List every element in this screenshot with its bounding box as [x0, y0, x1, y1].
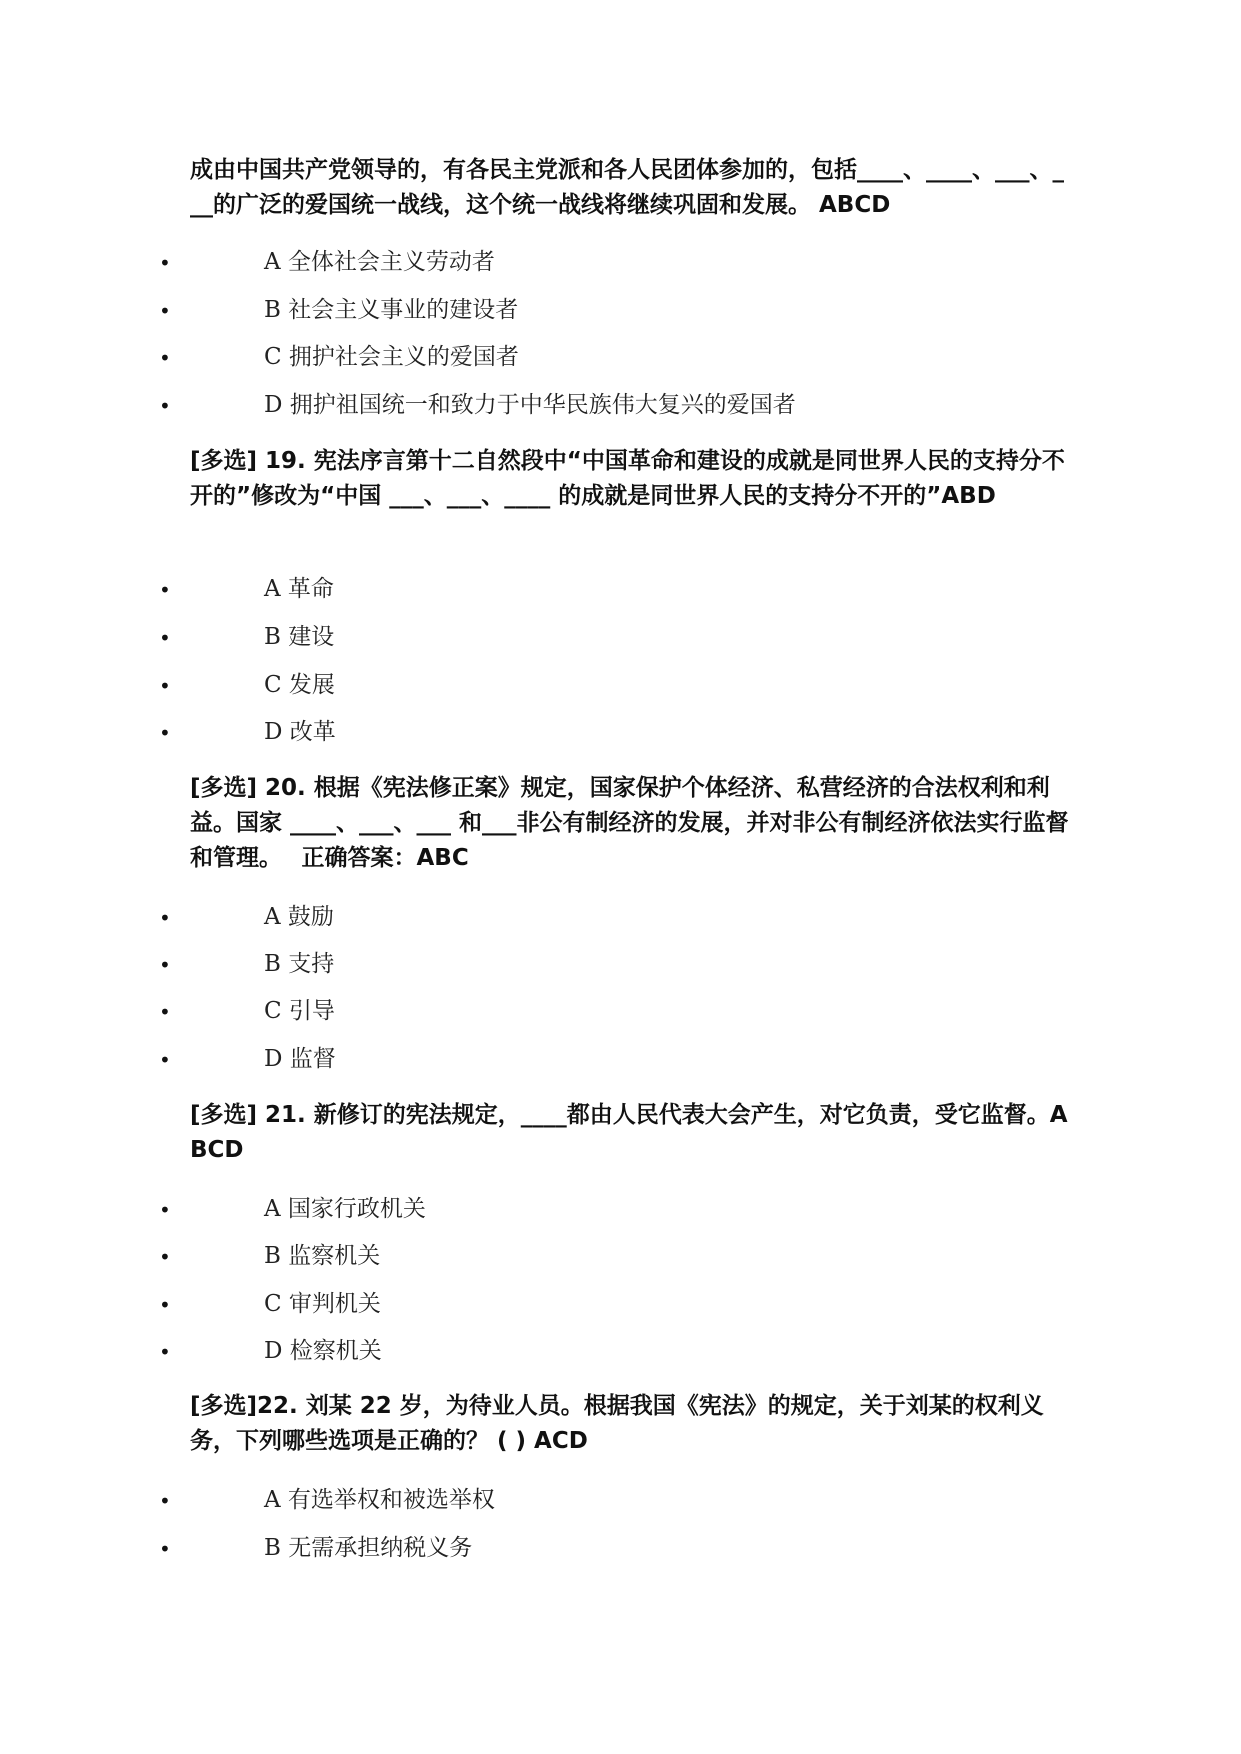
question-22-text: [多选]22. 刘某 22 岁，为待业人员。根据我国《宪法》的规定，关于刘某的权利义务，下列哪些选项是正确的？ ( ) ACD: [190, 1393, 1044, 1454]
option-text: D 改革: [264, 719, 336, 745]
question-19-option-d: [0, 712, 1241, 752]
question-20-text: [多选] 20. 根据《宪法修正案》规定，国家保护个体经济、私营经济的合法权利和利益。国家 ____、___、___ 和___非公有制经济的发展，并对非公有制经济依法实行监督和管理。 正确答案：ABC: [190, 775, 1069, 871]
question-22-option-b: [0, 1528, 1241, 1568]
bullet-icon: •: [159, 346, 171, 370]
option-text: B 支持: [264, 951, 335, 977]
bullet-icon: •: [159, 1000, 171, 1024]
option-text: A 鼓励: [264, 904, 334, 930]
bullet-icon: •: [159, 394, 171, 418]
question-21-option-b: [0, 1236, 1241, 1276]
option-text: D 检察机关: [264, 1338, 382, 1364]
question-19-text: [多选] 19. 宪法序言第十二自然段中“中国革命和建设的成就是同世界人民的支持分不开的”修改为“中国 ___、___、____ 的成就是同世界人民的支持分不开的”ABD: [190, 448, 1065, 509]
question-18-option-d: [0, 385, 1241, 425]
bullet-icon: •: [159, 1245, 171, 1269]
bullet-icon: •: [159, 578, 171, 602]
question-20-option-d: [0, 1039, 1241, 1079]
option-text: C 审判机关: [264, 1291, 381, 1317]
option-text: C 发展: [264, 672, 335, 698]
bullet-icon: •: [159, 1489, 171, 1513]
question-20-option-c: [0, 991, 1241, 1031]
question-18-option-a: [0, 242, 1241, 282]
option-text: C 引导: [264, 998, 335, 1024]
question-21-option-a: [0, 1189, 1241, 1229]
option-text: A 有选举权和被选举权: [264, 1487, 495, 1513]
bullet-icon: •: [159, 906, 171, 930]
option-text: A 全体社会主义劳动者: [264, 249, 495, 275]
option-text: C 拥护社会主义的爱国者: [264, 344, 519, 370]
bullet-icon: •: [159, 721, 171, 745]
question-21-option-d: [0, 1331, 1241, 1371]
option-text: D 监督: [264, 1046, 336, 1072]
question-21-option-c: [0, 1284, 1241, 1324]
bullet-icon: •: [159, 251, 171, 275]
option-text: D 拥护祖国统一和致力于中华民族伟大复兴的爱国者: [264, 392, 796, 418]
option-text: A 国家行政机关: [264, 1196, 426, 1222]
question-18-option-b: [0, 290, 1241, 330]
bullet-icon: •: [159, 1048, 171, 1072]
bullet-icon: •: [159, 626, 171, 650]
question-19-option-a: [0, 569, 1241, 609]
option-text: B 监察机关: [264, 1243, 381, 1269]
option-text: B 无需承担纳税义务: [264, 1535, 473, 1561]
bullet-icon: •: [159, 674, 171, 698]
question-19-option-b: [0, 617, 1241, 657]
question-21-text: [多选] 21. 新修订的宪法规定，____都由人民代表大会产生，对它负责，受它监督。ABCD: [190, 1102, 1068, 1163]
bullet-icon: •: [159, 299, 171, 323]
question-20-option-b: [0, 944, 1241, 984]
question-18-option-c: [0, 337, 1241, 377]
question-18-text: 成由中国共产党领导的，有各民主党派和各人民团体参加的，包括____、____、___、___的广泛的爱国统一战线，这个统一战线将继续巩固和发展。 ABCD: [190, 157, 1064, 218]
question-19-option-c: [0, 665, 1241, 705]
bullet-icon: •: [159, 1340, 171, 1364]
option-text: A 革命: [264, 576, 334, 602]
question-20-option-a: [0, 897, 1241, 937]
option-text: B 建设: [264, 624, 335, 650]
bullet-icon: •: [159, 1537, 171, 1561]
bullet-icon: •: [159, 1293, 171, 1317]
question-22-option-a: [0, 1480, 1241, 1520]
option-text: B 社会主义事业的建设者: [264, 297, 519, 323]
bullet-icon: •: [159, 1198, 171, 1222]
bullet-icon: •: [159, 953, 171, 977]
